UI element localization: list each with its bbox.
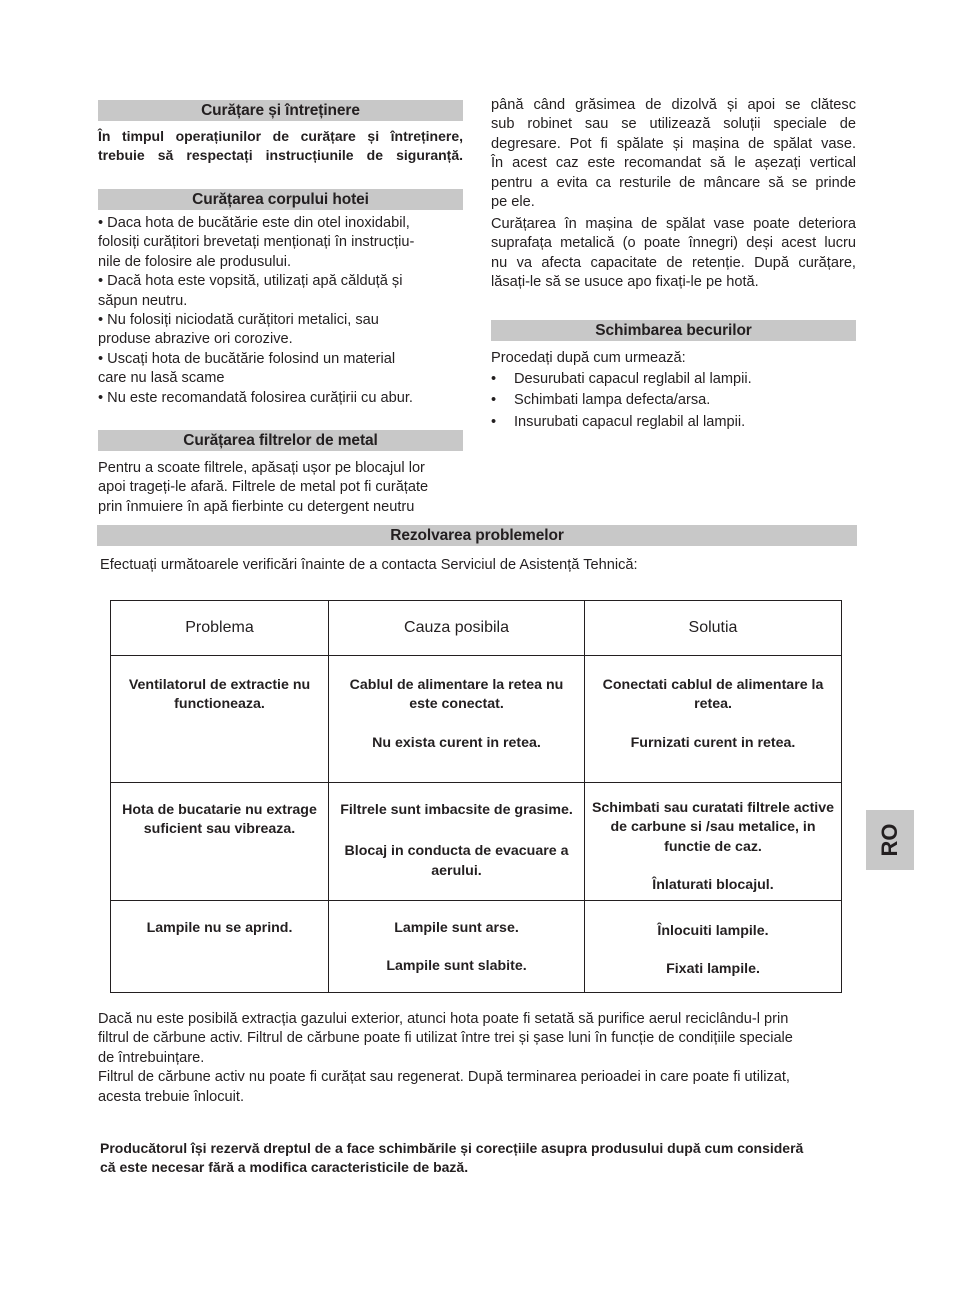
text-line: Cablul de alimentare la retea nu bbox=[349, 677, 564, 693]
text-line: săpun neutru. bbox=[98, 292, 188, 309]
text-line: • Nu este recomandată folosirea curățirii cu abur. bbox=[98, 389, 413, 406]
list-item bbox=[491, 412, 856, 433]
dishwasher-note bbox=[491, 215, 856, 293]
section-heading-troubleshooting: Rezolvarea problemelor bbox=[97, 525, 857, 546]
text-line: până când grăsimea de dizolvă și apoi se clătesc bbox=[491, 97, 856, 113]
column-header-cause: Cauza posibila bbox=[329, 601, 585, 656]
text-line: Nu exista curent in retea. bbox=[372, 734, 541, 751]
problem-cell bbox=[111, 656, 329, 783]
text-line: pe ele. bbox=[491, 194, 535, 211]
manufacturer-disclaimer bbox=[100, 1139, 858, 1178]
text-line: că este necesar fără a modifica caracteristicile de bază. bbox=[100, 1159, 469, 1176]
step-text: Insurubati capacul reglabil al lampii. bbox=[514, 413, 746, 430]
metal-filters-text bbox=[98, 459, 468, 517]
bullet-icon: • bbox=[491, 371, 497, 387]
text-line: care nu lasă scame bbox=[98, 370, 225, 387]
section-heading-bulbs: Schimbarea becurilor bbox=[491, 320, 856, 341]
body-cleaning-text bbox=[98, 214, 468, 408]
cause-cell bbox=[329, 783, 585, 901]
table-header-row bbox=[111, 601, 842, 656]
text-line: Producătorul își rezervă dreptul de a face schimbările și corecțiile asupra produsului după cum consideră bbox=[100, 1140, 804, 1156]
text-line: Schimbati sau curatati filtrele active bbox=[591, 800, 835, 816]
text-line: prin înmuiere în apă fierbinte cu detergent neutru bbox=[98, 498, 415, 515]
table-row bbox=[111, 656, 842, 783]
carbon-filter-note bbox=[98, 1010, 856, 1107]
text-line: de întrebuințare. bbox=[98, 1049, 205, 1066]
text-line: functie de caz. bbox=[664, 838, 762, 855]
solution-cell bbox=[585, 783, 842, 901]
text-line: Blocaj in conducta de evacuare a bbox=[344, 843, 569, 860]
text-line: În timpul operațiunilor de curățare și întreținere, bbox=[98, 128, 463, 144]
text-line: acesta trebuie înlocuit. bbox=[98, 1088, 245, 1105]
bulb-steps-list bbox=[491, 369, 856, 433]
text-line: Dacă nu este posibilă extracția gazului exterior, atunci hota poate fi setată să purifice aerul reciclându-l prin bbox=[98, 1011, 789, 1027]
bullet-icon: • bbox=[491, 392, 497, 409]
text-line: sub robinet sau se utilizează soluții speciale de bbox=[491, 116, 856, 133]
text-line: • Nu folosiți niciodată curățitori metalici, sau bbox=[98, 312, 379, 329]
text-line: Conectati cablul de alimentare la bbox=[602, 677, 824, 693]
list-item bbox=[491, 369, 856, 390]
table-row bbox=[111, 901, 842, 993]
section-heading-cleaning: Curățare și întreținere bbox=[98, 100, 463, 121]
language-tab bbox=[866, 810, 914, 870]
cause-cell bbox=[329, 656, 585, 783]
column-header-solution: Solutia bbox=[585, 601, 842, 656]
metal-filters-continuation bbox=[491, 96, 856, 212]
table-row bbox=[111, 783, 842, 901]
text-line: Pentru a scoate filtrele, apăsați ușor pe blocajul lor bbox=[98, 460, 425, 476]
solution-cell bbox=[585, 901, 842, 993]
text-line: nile de folosire ale produsului. bbox=[98, 253, 292, 270]
section-heading-body-cleaning: Curățarea corpului hotei bbox=[98, 189, 463, 210]
troubleshooting-table bbox=[110, 600, 842, 993]
text-line: • Daca hota de bucătărie este din otel inoxidabil, bbox=[98, 215, 410, 231]
bulbs-intro: Procedați după cum urmează: bbox=[491, 350, 686, 366]
text-line: Curățarea în mașina de spălat vase poate deteriora bbox=[491, 216, 856, 232]
section-heading-metal-filters: Curățarea filtrelor de metal bbox=[98, 430, 463, 451]
text-line: Lampile nu se aprind. bbox=[146, 920, 293, 936]
text-line: Furnizati curent in retea. bbox=[630, 734, 796, 751]
bullet-icon: • bbox=[491, 413, 497, 430]
text-line: functioneaza. bbox=[174, 696, 265, 713]
text-line: filtrul de cărbune activ. Filtrul de cărbune poate fi utilizat între trei și șase luni în funcție de condițiile speciale bbox=[98, 1030, 793, 1047]
text-line: Hota de bucatarie nu extrage bbox=[122, 802, 317, 818]
text-line: Filtrele sunt imbacsite de grasime. bbox=[340, 802, 573, 818]
text-line: produse abrazive ori corozive. bbox=[98, 331, 293, 348]
solution-cell bbox=[585, 656, 842, 783]
text-line: aerului. bbox=[431, 862, 482, 879]
text-line: folosiți curățitori brevetați menționați în instrucțiu- bbox=[98, 234, 415, 251]
text-line: În acest caz este recomandat să le așezați vertical bbox=[491, 155, 856, 172]
text-line: de carbune si /sau metalice, in bbox=[610, 819, 816, 836]
text-line: suprafața metalică (o poate înnegri) deși acest lucru bbox=[491, 235, 856, 252]
text-line: lăsați-le să se usuce apo fixați-le pe hotă. bbox=[491, 274, 759, 291]
text-line: nu va afecta capacitate de retenție. După curățare, bbox=[491, 254, 856, 271]
column-header-problem: Problema bbox=[111, 601, 329, 656]
problem-cell bbox=[111, 901, 329, 993]
text-line: trebuie să respectați instrucțiunile de siguranță. bbox=[98, 147, 463, 164]
troubleshooting-intro: Efectuați următoarele verificări înainte de a contacta Serviciul de Asistență Tehnică: bbox=[100, 557, 638, 573]
problem-cell bbox=[111, 783, 329, 901]
step-text: Desurubati capacul reglabil al lampii. bbox=[514, 371, 752, 387]
text-line: Filtrul de cărbune activ nu poate fi curățat sau regenerat. După terminarea perioadei in care poate fi utilizat, bbox=[98, 1069, 790, 1086]
text-line: • Dacă hota este vopsită, utilizați apă călduță și bbox=[98, 273, 403, 290]
text-line: • Uscați hota de bucătărie folosind un material bbox=[98, 350, 396, 367]
text-line: Înlocuiti lampile. bbox=[657, 923, 769, 939]
text-line: pentru a evita ca resturile de mâncare să se prinde bbox=[491, 174, 856, 191]
text-line: apoi trageți-le afară. Filtrele de metal pot fi curățate bbox=[98, 479, 429, 496]
cause-cell bbox=[329, 901, 585, 993]
text-line: Fixati lampile. bbox=[666, 961, 760, 978]
text-line: Lampile sunt arse. bbox=[394, 920, 519, 936]
text-line: degresare. Pot fi spălate și mașina de spălat vase. bbox=[491, 135, 856, 152]
text-line: suficient sau vibreaza. bbox=[143, 821, 296, 838]
text-line: este conectat. bbox=[409, 696, 504, 713]
text-line: Lampile sunt slabite. bbox=[386, 958, 527, 975]
cleaning-safety-note bbox=[98, 127, 463, 166]
step-text: Schimbati lampa defecta/arsa. bbox=[514, 392, 711, 409]
language-tab-label: RO bbox=[877, 823, 902, 857]
list-item bbox=[491, 390, 856, 411]
text-line: Ventilatorul de extractie nu bbox=[128, 677, 311, 693]
text-line: retea. bbox=[694, 696, 732, 713]
text-line: Înlaturati blocajul. bbox=[652, 877, 774, 894]
